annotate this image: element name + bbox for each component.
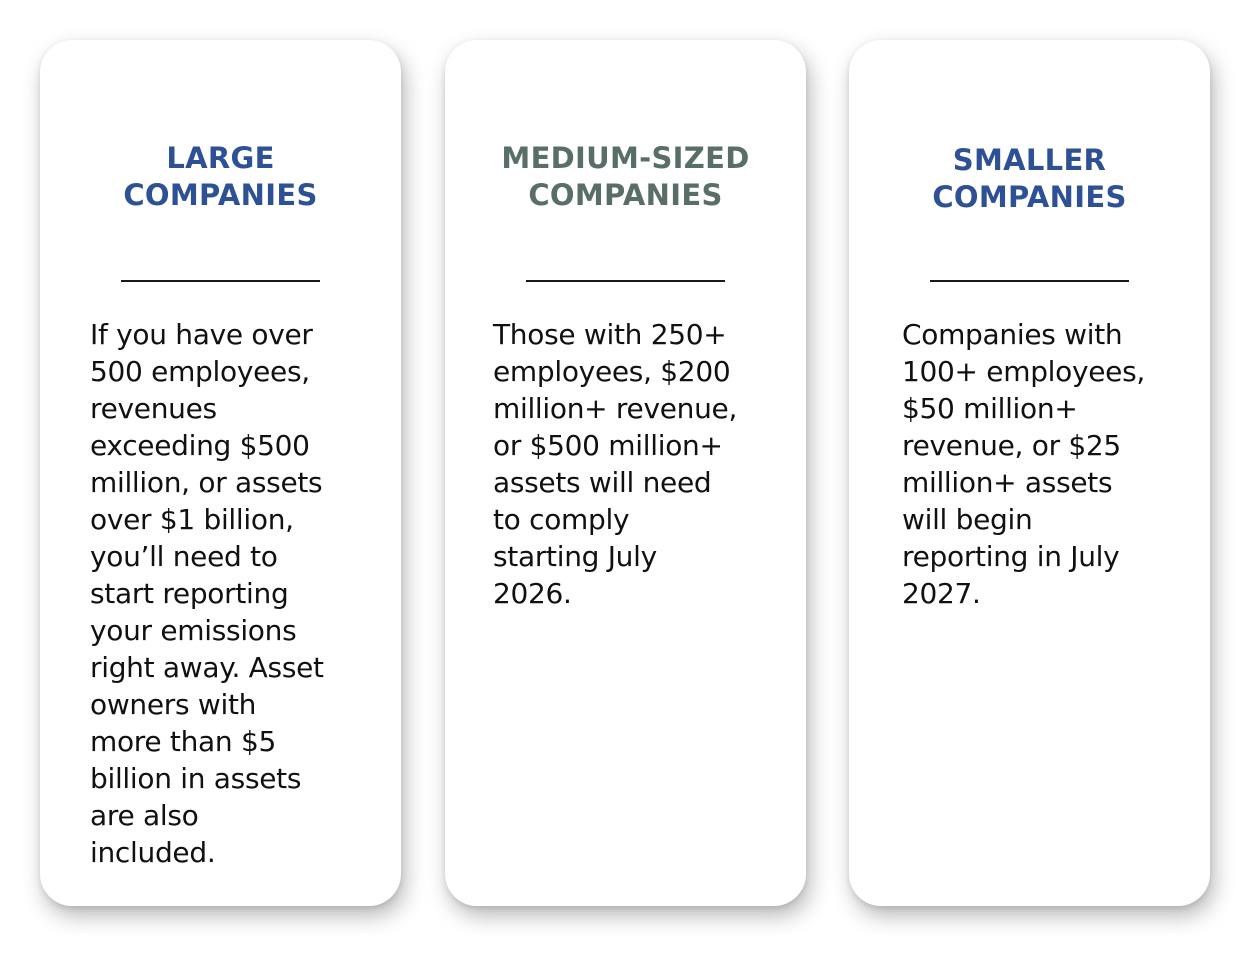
title-divider [121,280,320,282]
description-line: assets will need [493,466,712,499]
description-line: you’ll need to [90,540,278,573]
description-line: owners with [90,688,257,721]
description-line: Companies with [902,318,1123,351]
description-line: starting July [493,540,657,573]
description-line: employees, $200 [493,355,731,388]
title-divider [526,280,725,282]
card-title-line: SMALLER [952,143,1107,177]
card-description [90,316,390,871]
description-line: 100+ employees, [902,355,1146,388]
description-line: included. [90,836,216,869]
card-title-line: LARGE [166,141,275,175]
description-line: 2027. [902,577,981,610]
description-line: $50 million+ [902,392,1078,425]
description-line: revenue, or $25 [902,429,1121,462]
description-line: Those with 250+ [493,318,727,351]
description-line: 500 employees, [90,355,310,388]
card-title [40,140,401,214]
description-line: or $500 million+ [493,429,723,462]
description-line: your emissions [90,614,297,647]
description-line: 2026. [493,577,572,610]
description-line: to comply [493,503,630,536]
card-title-line: COMPANIES [123,178,318,212]
card-title [849,142,1210,216]
card-description [493,316,793,612]
description-line: million+ revenue, [493,392,738,425]
card-title-line: MEDIUM-SIZED [501,141,750,175]
description-line: million, or assets [90,466,323,499]
description-line: over $1 billion, [90,503,294,536]
smaller-companies-card [849,40,1210,906]
description-line: more than $5 [90,725,276,758]
description-line: right away. Asset [90,651,324,684]
description-line: are also [90,799,199,832]
large-companies-card [40,40,401,906]
card-title-line: COMPANIES [932,180,1127,214]
description-line: start reporting [90,577,289,610]
description-line: will begin [902,503,1033,536]
description-line: If you have over [90,318,313,351]
title-divider [930,280,1129,282]
description-line: billion in assets [90,762,302,795]
description-line: revenues [90,392,217,425]
medium-sized-companies-card [445,40,806,906]
card-description [902,316,1202,612]
description-line: reporting in July [902,540,1120,573]
card-title-line: COMPANIES [528,178,723,212]
card-title [445,140,806,214]
description-line: million+ assets [902,466,1113,499]
description-line: exceeding $500 [90,429,310,462]
